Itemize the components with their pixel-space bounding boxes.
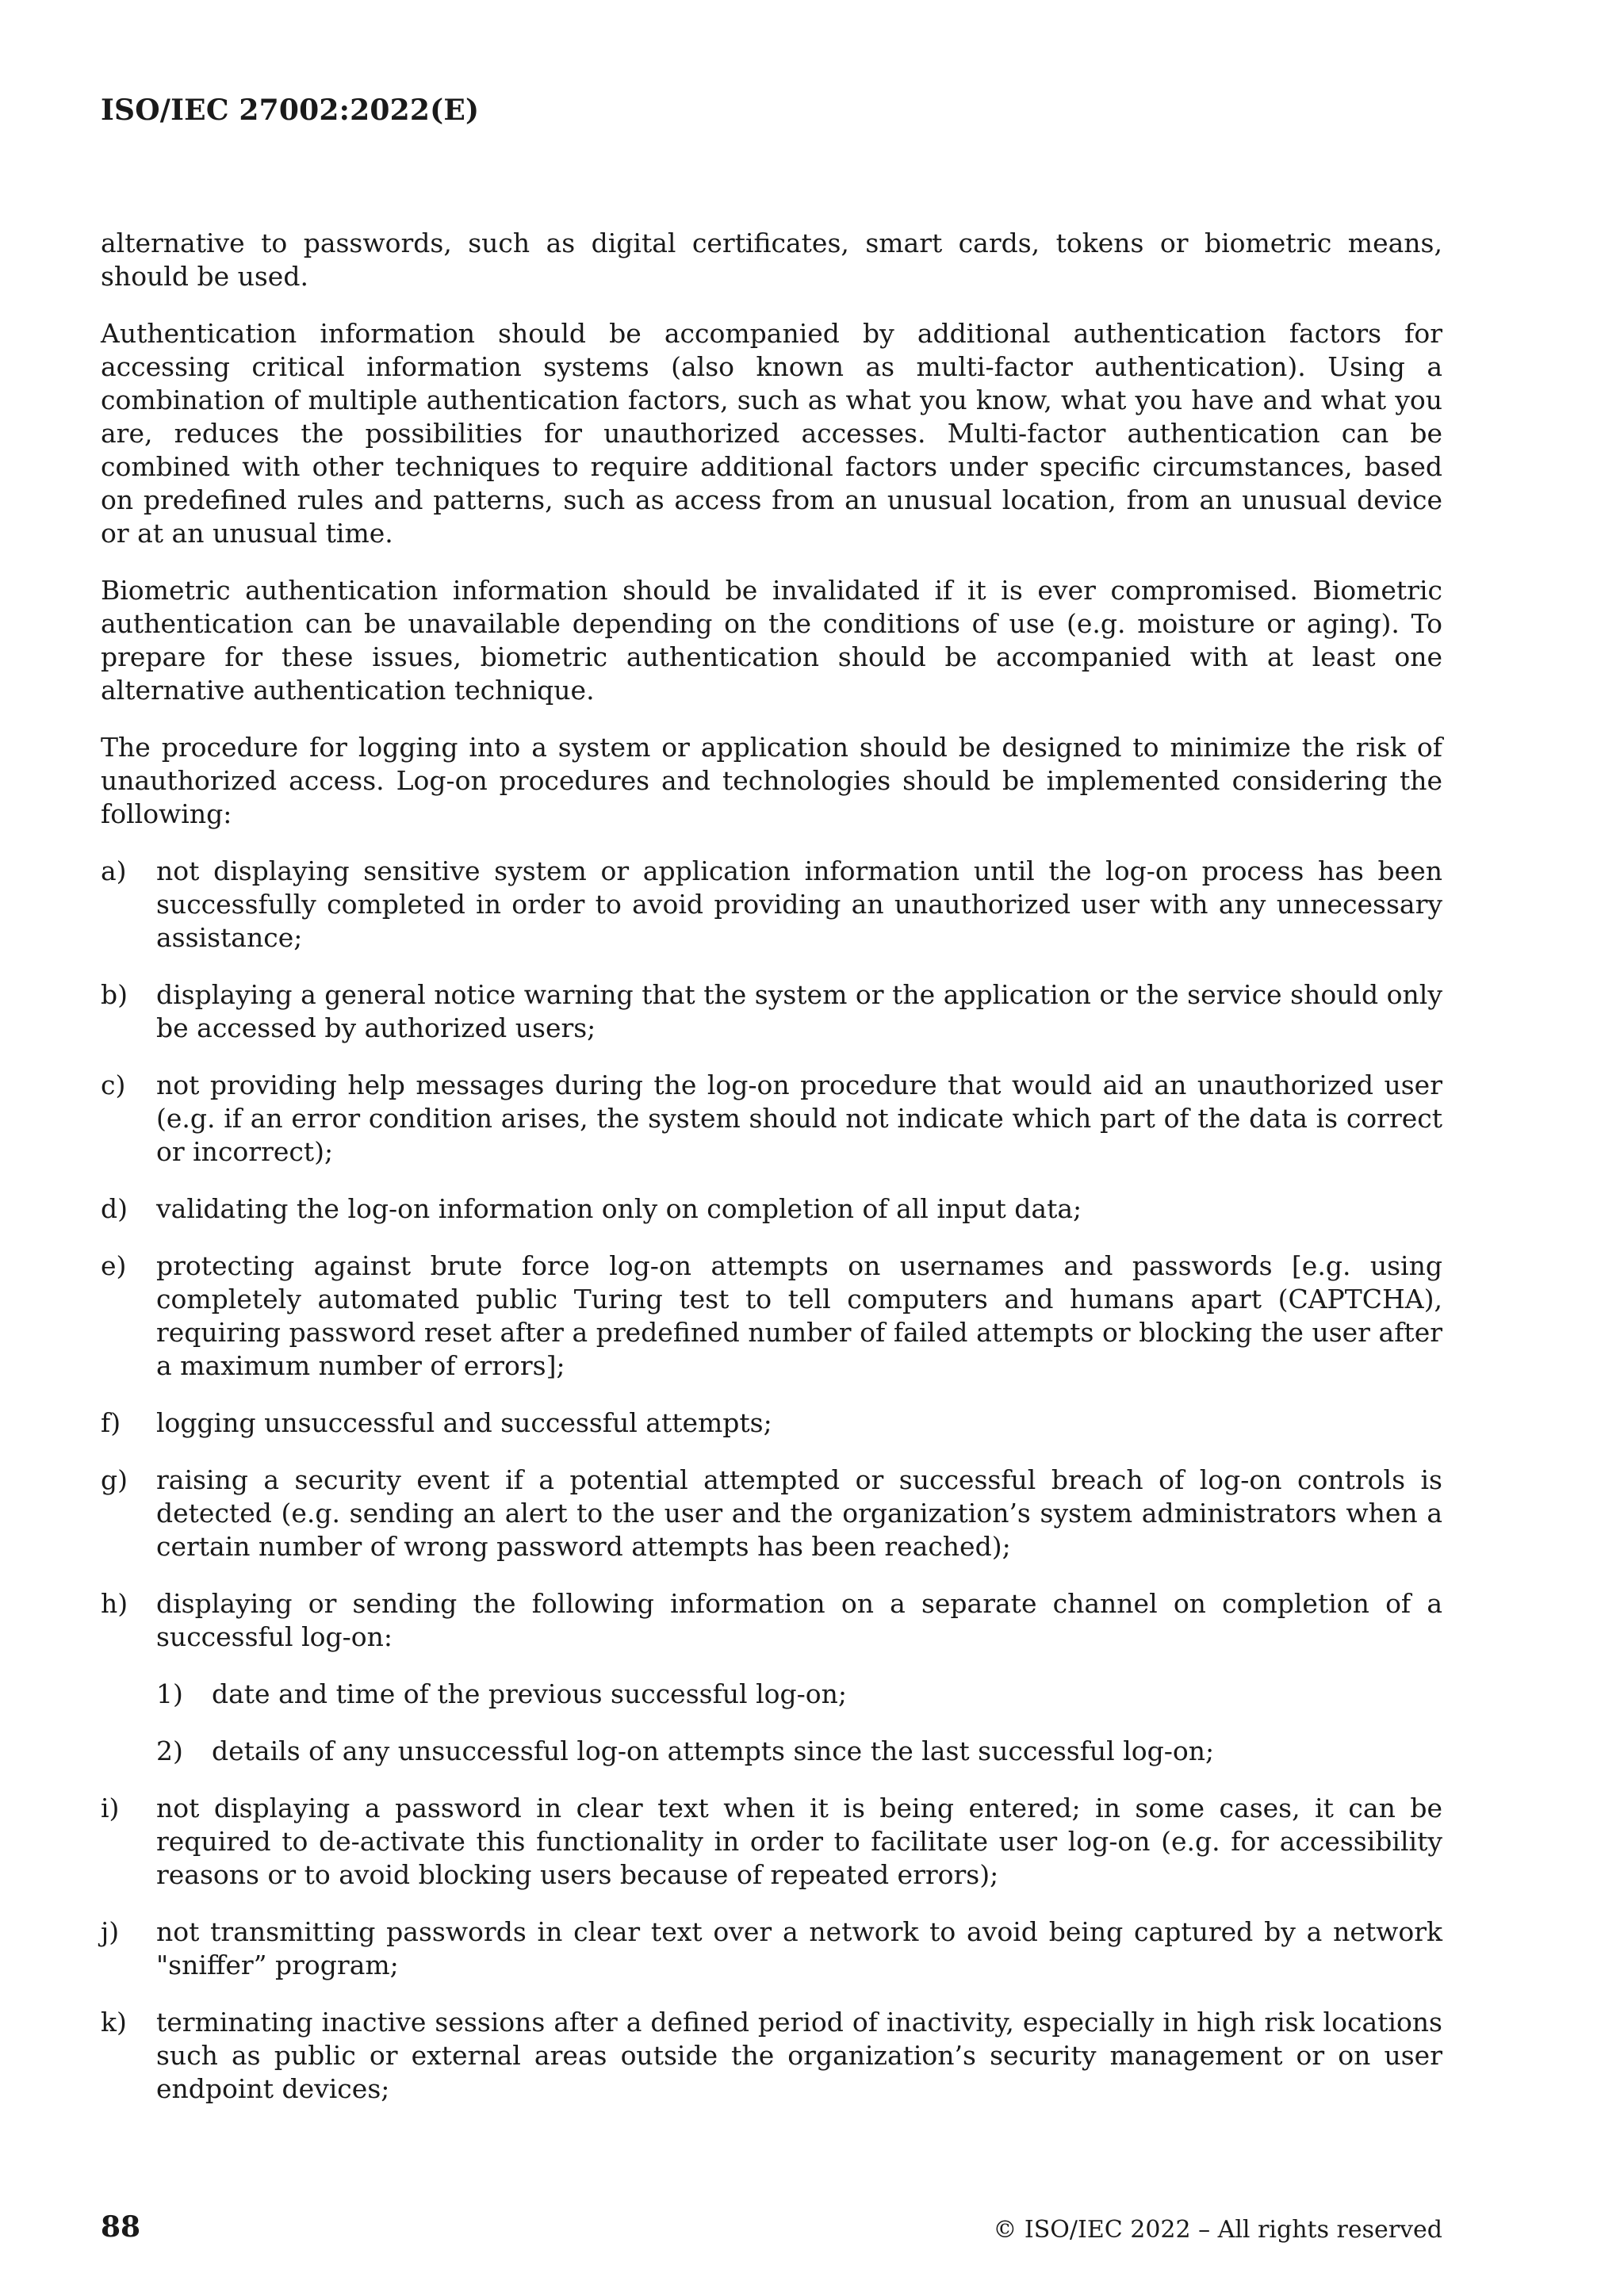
sublist-item	[156, 1735, 1442, 1768]
document-body	[101, 227, 1442, 2130]
list-marker: d)	[101, 1193, 128, 1224]
list-item-text: logging unsuccessful and successful attempts;	[156, 1407, 772, 1438]
logon-requirements-list	[101, 855, 1442, 2106]
page-number: 88	[101, 2210, 141, 2244]
list-item	[101, 1406, 1442, 1440]
list-marker: i)	[101, 1793, 120, 1823]
list-item-text: displaying a general notice warning that the system or the application or the service should only be accessed by authorized users;	[156, 979, 1442, 1043]
list-item	[101, 1792, 1442, 1892]
list-item-text: displaying or sending the following information on a separate channel on completion of a successful log-on:	[156, 1588, 1442, 1652]
list-item-text: terminating inactive sessions after a defined period of inactivity, especially in high risk locations such as public or external areas outside the organization’s security management or on user endpoint devices;	[156, 2007, 1442, 2104]
list-marker: g)	[101, 1464, 128, 1495]
list-item-content	[156, 1587, 1442, 1768]
list-item	[101, 1587, 1442, 1768]
list-item	[101, 2006, 1442, 2106]
list-item	[101, 1915, 1442, 1982]
body-paragraph: The procedure for logging into a system or application should be designed to minimize the risk of unauthorized access. Log-on procedures and technologies should be implemented considering the following:	[101, 732, 1442, 829]
list-item-text: not transmitting passwords in clear text over a network to avoid being captured by a network "sniffer” program;	[156, 1916, 1442, 1980]
body-paragraph: Authentication information should be accompanied by additional authentication factors for accessing critical information systems (also known as multi-factor authentication). Using a combination of multiple authentication factors, such as what you know, what you have and what you are, reduces the possibilities for unauthorized accesses. Multi-factor authentication can be combined with other techniques to require additional factors under specific circumstances, based on predefined rules and patterns, such as access from an unusual location, from an unusual device or at an unusual time.	[101, 318, 1442, 549]
list-marker: e)	[101, 1250, 127, 1281]
list-marker: b)	[101, 979, 128, 1010]
list-item-text: not providing help messages during the log-on procedure that would aid an unauthorized user (e.g. if an error condition arises, the system should not indicate which part of the data is correct or incorrect);	[156, 1070, 1442, 1167]
sublist-item-text: details of any unsuccessful log-on attempts since the last successful log-on;	[212, 1735, 1215, 1766]
list-item-text: validating the log-on information only on completion of all input data;	[156, 1193, 1082, 1224]
copyright-notice: © ISO/IEC 2022 – All rights reserved	[993, 2216, 1442, 2244]
list-marker: h)	[101, 1588, 128, 1619]
list-marker: a)	[101, 855, 127, 886]
sublist-marker: 1)	[156, 1678, 183, 1709]
list-item	[101, 1069, 1442, 1169]
list-item-text: protecting against brute force log-on attempts on usernames and passwords [e.g. using completely automated public Turing test to tell computers and humans apart (CAPTCHA), requiring password reset after a predefined number of failed attempts or blocking the user after a maximum number of errors];	[156, 1250, 1442, 1381]
list-item	[101, 1464, 1442, 1563]
sublist-marker: 2)	[156, 1735, 183, 1766]
sublist-item-text: date and time of the previous successful log-on;	[212, 1678, 848, 1709]
logon-info-sublist	[156, 1678, 1442, 1768]
list-item	[101, 855, 1442, 955]
list-item-text: not displaying a password in clear text when it is being entered; in some cases, it can be required to de-activate this functionality in order to facilitate user log-on (e.g. for accessibility reasons or to avoid blocking users because of repeated errors);	[156, 1793, 1442, 1890]
list-marker: j)	[101, 1916, 120, 1947]
list-marker: k)	[101, 2007, 127, 2038]
list-item-text: not displaying sensitive system or application information until the log-on process has been successfully completed in order to avoid providing an unauthorized user with any unnecessary assistance;	[156, 855, 1442, 953]
body-paragraph: alternative to passwords, such as digital certificates, smart cards, tokens or biometric means, should be used.	[101, 228, 1442, 292]
list-item-text: raising a security event if a potential attempted or successful breach of log-on controls is detected (e.g. sending an alert to the user and the organization’s system administrators when a certain number of wrong password attempts has been reached);	[156, 1464, 1442, 1562]
list-marker: c)	[101, 1070, 126, 1100]
list-marker: f)	[101, 1407, 121, 1438]
list-item	[101, 1192, 1442, 1226]
sublist-item	[156, 1678, 1442, 1711]
list-item	[101, 978, 1442, 1045]
body-paragraph: Biometric authentication information should be invalidated if it is ever compromised. Biometric authentication can be unavailable depending on the conditions of use (e.g. moisture or aging). To prepare for these issues, biometric authentication should be accompanied with at least one alternative authentication technique.	[101, 575, 1442, 706]
document-header: ISO/IEC 27002:2022(E)	[101, 94, 480, 127]
list-item	[101, 1249, 1442, 1383]
